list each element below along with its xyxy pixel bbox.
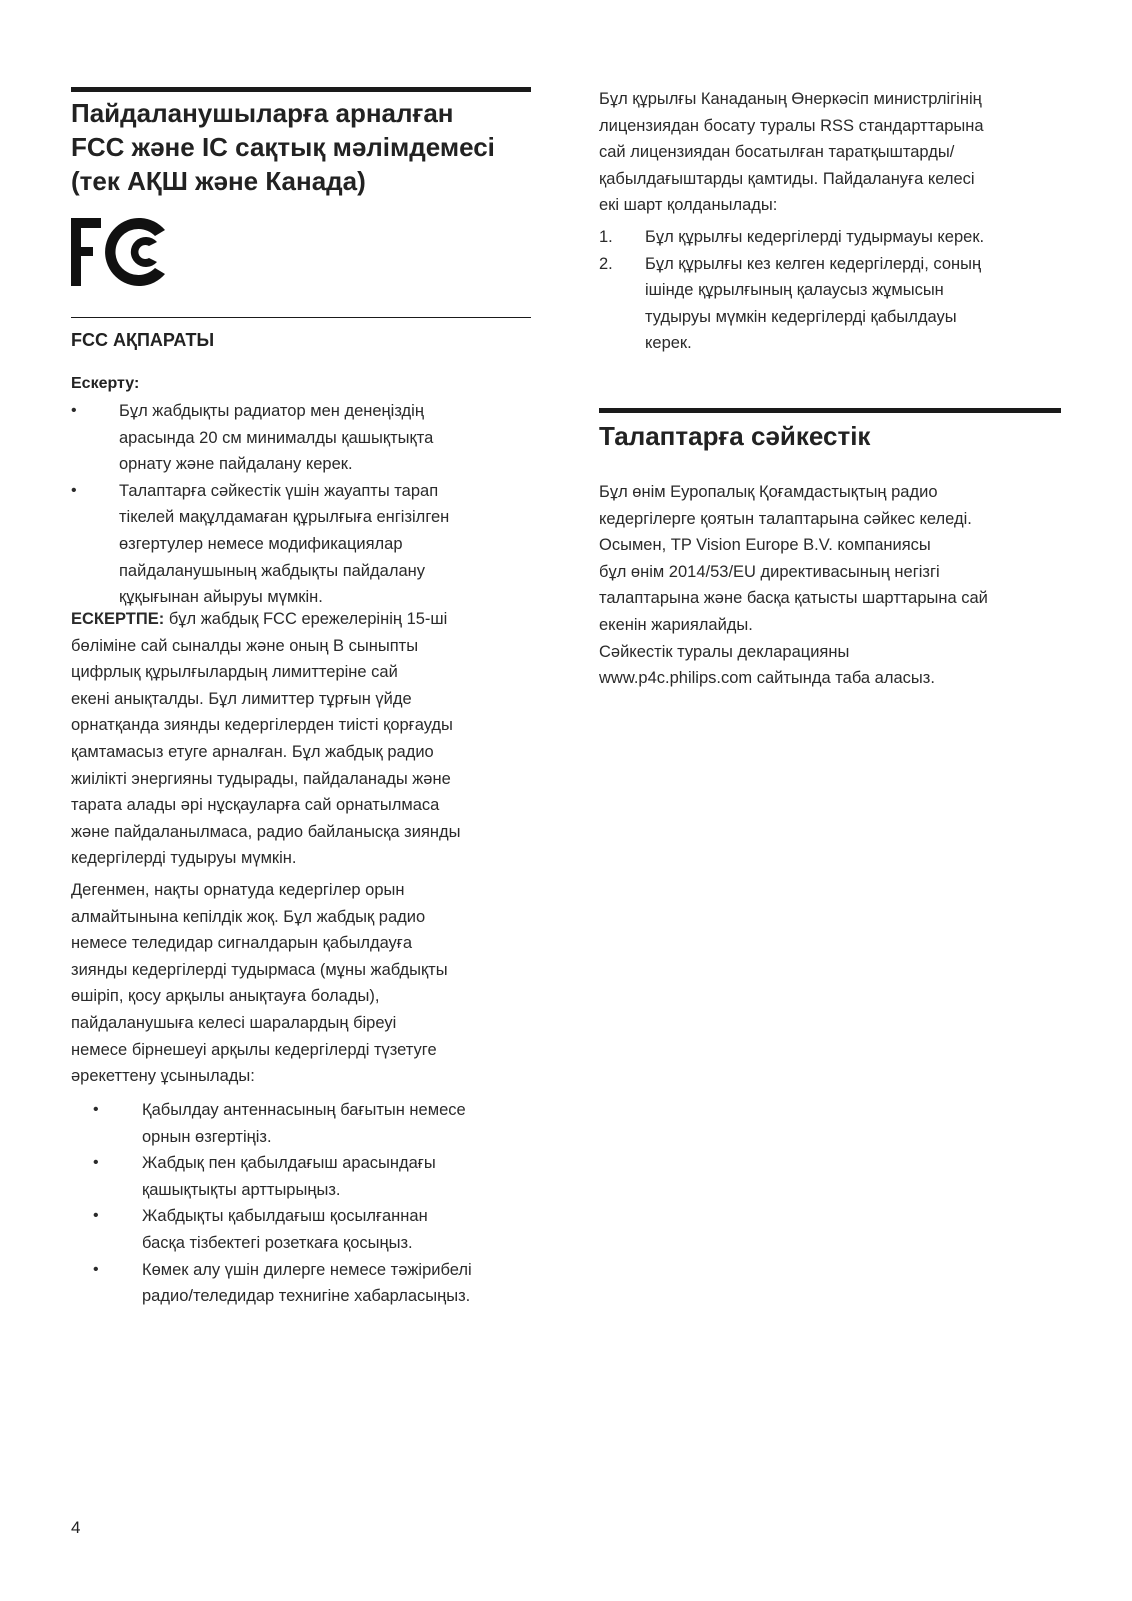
list-item-line: орнын өзгертіңіз.: [142, 1127, 272, 1146]
list-item-line: тікелей мақұлдамаған құрылғыға енгізілген: [119, 508, 450, 527]
note-line: орнатқанда зиянды кедергілерден тиісті қорғауды: [71, 716, 453, 735]
list-item: [71, 1097, 541, 1150]
paragraph-line: бұл өнім 2014/53/EU директивасының негізгі: [599, 562, 940, 581]
list-item-line: Бұл құрылғы кез келген кедергілерді, соның: [645, 254, 982, 273]
paragraph-line: Осымен, TP Vision Europe B.V. компаниясы: [599, 536, 931, 555]
list-item-line: басқа тізбектегі розеткаға қосыңыз.: [142, 1233, 413, 1252]
page-number: 4: [71, 1518, 81, 1537]
list-item: [599, 251, 1069, 357]
fcc-logo-icon: [71, 218, 171, 288]
paragraph-line: www.p4c.philips.com сайтында таба аласыз.: [599, 669, 935, 688]
list-item: [71, 398, 541, 478]
note-line: бұл жабдық FCC ережелерінің 15-ші: [164, 610, 448, 628]
title-top-rule: [71, 87, 531, 92]
paragraph-line: Бұл өнім Еуропалық Қоғамдастықтың радио: [599, 483, 938, 501]
bullet-icon: •: [93, 1207, 99, 1225]
interference-paragraph: [71, 877, 541, 1090]
bullet-icon: •: [93, 1101, 99, 1118]
paragraph-line: Дегенмен, нақты орнатуда кедергілер орын: [71, 881, 405, 899]
list-item-line: орнату және пайдалану керек.: [119, 455, 353, 474]
paragraph-line: Бұл құрылғы Канаданың Өнеркәсіп министрлігінің: [599, 90, 982, 108]
note-line: тарата алады әрі нұсқауларға сай орнатылмаса: [71, 796, 440, 815]
fcc-section-title: FCC АҚПАРАТЫ: [71, 330, 215, 350]
list-item-line: радио/теледидар технигіне хабарласыңыз.: [142, 1287, 471, 1306]
paragraph-line: немесе теледидар сигналдарын қабылдауға: [71, 934, 413, 953]
page-title: [71, 96, 531, 198]
note-paragraph: [71, 606, 541, 872]
compliance-title: Талаптарға сәйкестік: [599, 421, 871, 451]
list-item: [71, 478, 541, 611]
list-item-line: Талаптарға сәйкестік үшін жауапты тарап: [119, 481, 439, 500]
paragraph-line: екенін жариялайды.: [599, 615, 753, 634]
bullet-icon: •: [93, 1154, 99, 1172]
measures-list: [71, 1097, 541, 1310]
list-item-line: тудыруы мүмкін кедергілерді қабылдауы: [645, 307, 957, 326]
note-line: кедергілерді тудыруы мүмкін.: [71, 849, 297, 868]
list-item-line: Бұл құрылғы кедергілерді тудырмауы керек.: [645, 228, 985, 246]
list-item-line: Жабдықты қабылдағыш қосылғаннан: [142, 1207, 428, 1226]
note-label: ЕСКЕРТПЕ:: [71, 610, 165, 628]
paragraph-line: Сәйкестік туралы декларацияны: [599, 642, 850, 661]
list-item-line: өзгертулер немесе модификациялар: [119, 534, 403, 553]
canada-paragraph: [599, 86, 1069, 219]
note-line: бөліміне сай сыналды және оның B сыныпты: [71, 636, 419, 655]
note-line: цифрлық құрылғылардың лимиттеріне сай: [71, 663, 398, 682]
compliance-top-rule: [599, 408, 1061, 413]
list-item-line: Көмек алу үшін дилерге немесе тәжірибелі: [142, 1260, 472, 1279]
paragraph-line: кедергілерге қоятын талаптарына сәйкес келеді.: [599, 509, 972, 528]
paragraph-line: өшіріп, қосу арқылы анықтауға болады),: [71, 987, 380, 1006]
list-number: 1.: [599, 228, 613, 246]
note-line: екені анықталды. Бұл лимиттер тұрғын үйде: [71, 689, 412, 708]
list-item-line: Жабдық пен қабылдағыш арасындағы: [142, 1154, 436, 1173]
list-item-line: қашықтықты арттырыңыз.: [142, 1180, 341, 1199]
list-item-line: Қабылдау антеннасының бағытын немесе: [142, 1101, 466, 1119]
paragraph-line: пайдаланушыға келесі шаралардың біреуі: [71, 1013, 397, 1032]
warning-list: [71, 398, 541, 611]
bullet-icon: •: [71, 402, 77, 419]
list-item-line: керек.: [645, 334, 692, 353]
bullet-icon: •: [71, 481, 77, 499]
list-item: [71, 1203, 541, 1256]
title-line: (тек АҚШ және Канада): [71, 166, 366, 196]
list-item: [71, 1257, 541, 1310]
conditions-list: [599, 224, 1069, 357]
list-item-line: ішінде құрылғының қалаусыз жұмысын: [645, 281, 944, 300]
paragraph-line: сай лицензиядан босатылған таратқыштарды/: [599, 143, 955, 162]
paragraph-line: зиянды кедергілерді тудырмаса (мұны жабдықты: [71, 960, 448, 979]
paragraph-line: лицензиядан босату туралы RSS стандарттарына: [599, 116, 984, 135]
note-line: және пайдаланылмаса, радио байланысқа зиянды: [71, 822, 461, 841]
list-item-line: Бұл жабдықты радиатор мен денеңіздің: [119, 402, 424, 420]
note-line: жиілікті энергияны тудырады, пайдаланады және: [71, 769, 451, 788]
paragraph-line: екі шарт қолданылады:: [599, 196, 778, 215]
list-item: [71, 1150, 541, 1203]
paragraph-line: немесе бірнешеуі арқылы кедергілерді түзетуге: [71, 1040, 437, 1059]
bullet-icon: •: [93, 1260, 99, 1278]
list-item-line: пайдаланушының жабдықты пайдалану: [119, 561, 425, 580]
note-line: қамтамасыз етуге арналған. Бұл жабдық радио: [71, 742, 434, 761]
fcc-section-rule: [71, 317, 531, 318]
paragraph-line: қабылдағыштарды қамтиды. Пайдалануға келесі: [599, 169, 975, 188]
paragraph-line: алмайтынына кепілдік жоқ. Бұл жабдық радио: [71, 907, 426, 926]
list-item-line: құқығынан айыруы мүмкін.: [119, 588, 323, 607]
title-line: FCC және IC сақтық мәлімдемесі: [71, 132, 495, 162]
list-item: [599, 224, 1069, 251]
paragraph-line: әрекеттену ұсынылады:: [71, 1067, 255, 1086]
list-number: 2.: [599, 254, 613, 273]
paragraph-line: талаптарына және басқа қатысты шарттарына сай: [599, 589, 988, 608]
warning-label: Ескерту:: [71, 375, 140, 392]
list-item-line: арасында 20 см минималды қашықтықта: [119, 428, 434, 447]
title-line: Пайдаланушыларға арналған: [71, 98, 454, 128]
compliance-paragraph: [599, 479, 1069, 692]
